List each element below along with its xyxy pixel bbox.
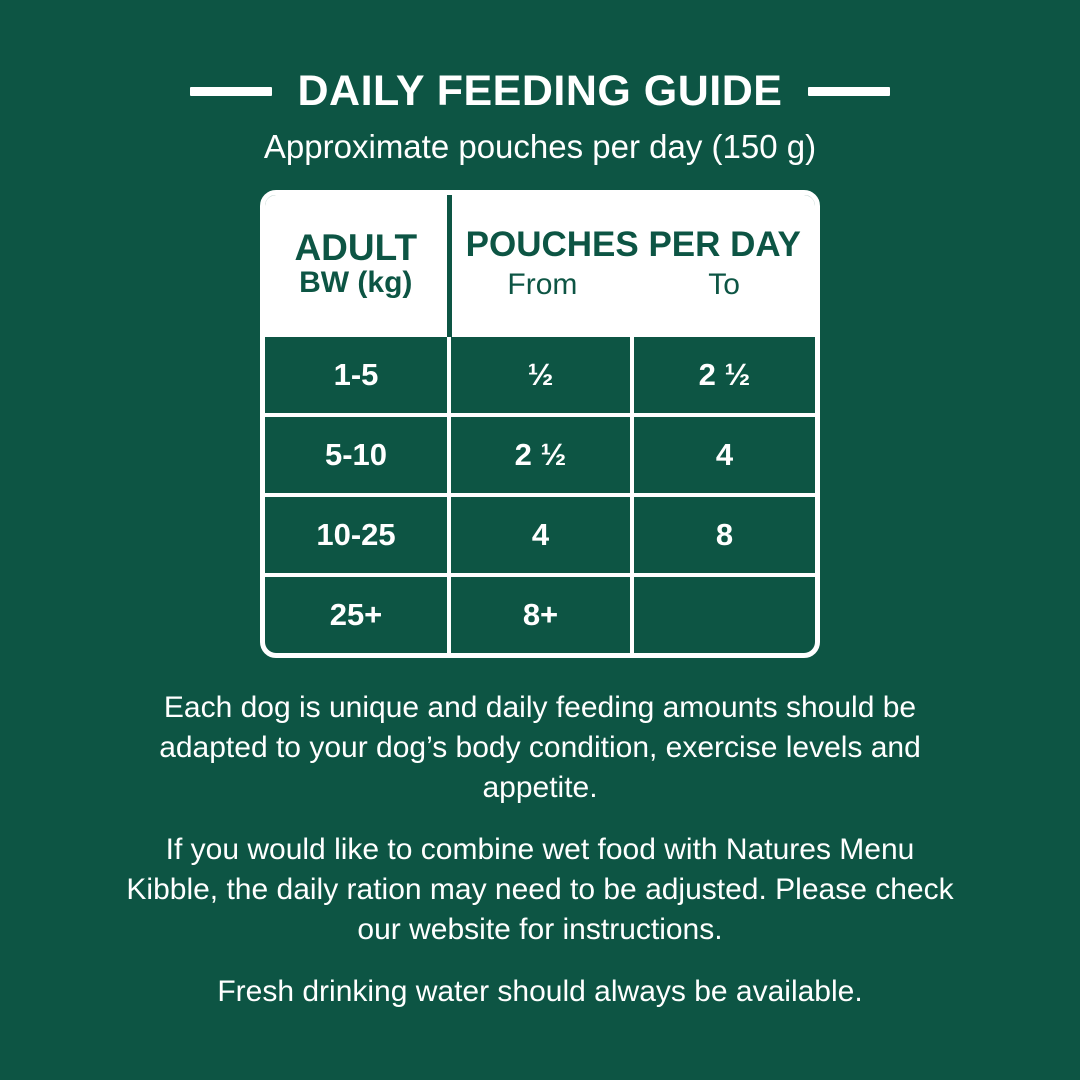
title-rule-right — [808, 87, 890, 96]
cell-to: 4 — [632, 415, 815, 495]
table-row — [265, 415, 815, 495]
table-header-row — [265, 195, 815, 335]
cell-bodyweight: 5-10 — [265, 415, 449, 495]
table-row — [265, 495, 815, 575]
title-row — [110, 67, 970, 115]
cell-to: 2 ½ — [632, 335, 815, 415]
header-pouches-title: POUCHES PER DAY — [465, 224, 801, 264]
title-rule-left — [190, 87, 272, 96]
cell-bodyweight: 25+ — [265, 575, 449, 653]
cell-bodyweight: 10-25 — [265, 495, 449, 575]
table-row — [265, 335, 815, 415]
cell-to — [632, 575, 815, 653]
cell-from: 2 ½ — [449, 415, 632, 495]
cell-to: 8 — [632, 495, 815, 575]
cell-from: ½ — [449, 335, 632, 415]
header-pouches-to: To — [708, 267, 740, 301]
feeding-table — [265, 195, 815, 653]
header-cell-pouches — [449, 195, 815, 335]
header-bodyweight-line1: ADULT — [294, 226, 418, 268]
note-kibble-combination: If you would like to combine wet food with Natures Menu Kibble, the daily ration may need to be adjusted. Please check our website for instructions. — [126, 832, 954, 946]
note-body-condition: Each dog is unique and daily feeding amounts should be adapted to your dog’s body condition, exercise levels and appetite. — [159, 691, 921, 805]
page-subtitle: Approximate pouches per day (150 g) — [263, 128, 817, 165]
feeding-table-container — [260, 190, 820, 658]
header-bodyweight-line2: BW (kg) — [299, 265, 413, 299]
cell-from: 4 — [449, 495, 632, 575]
cell-bodyweight: 1-5 — [265, 335, 449, 415]
feeding-notes — [110, 688, 970, 1011]
page-title: DAILY FEEDING GUIDE — [297, 67, 783, 115]
header-cell-bodyweight — [265, 195, 449, 335]
table-row — [265, 575, 815, 653]
header-pouches-subrow — [452, 268, 816, 302]
header-pouches-from: From — [507, 267, 578, 301]
cell-from: 8+ — [449, 575, 632, 653]
note-drinking-water: Fresh drinking water should always be available. — [217, 974, 863, 1008]
